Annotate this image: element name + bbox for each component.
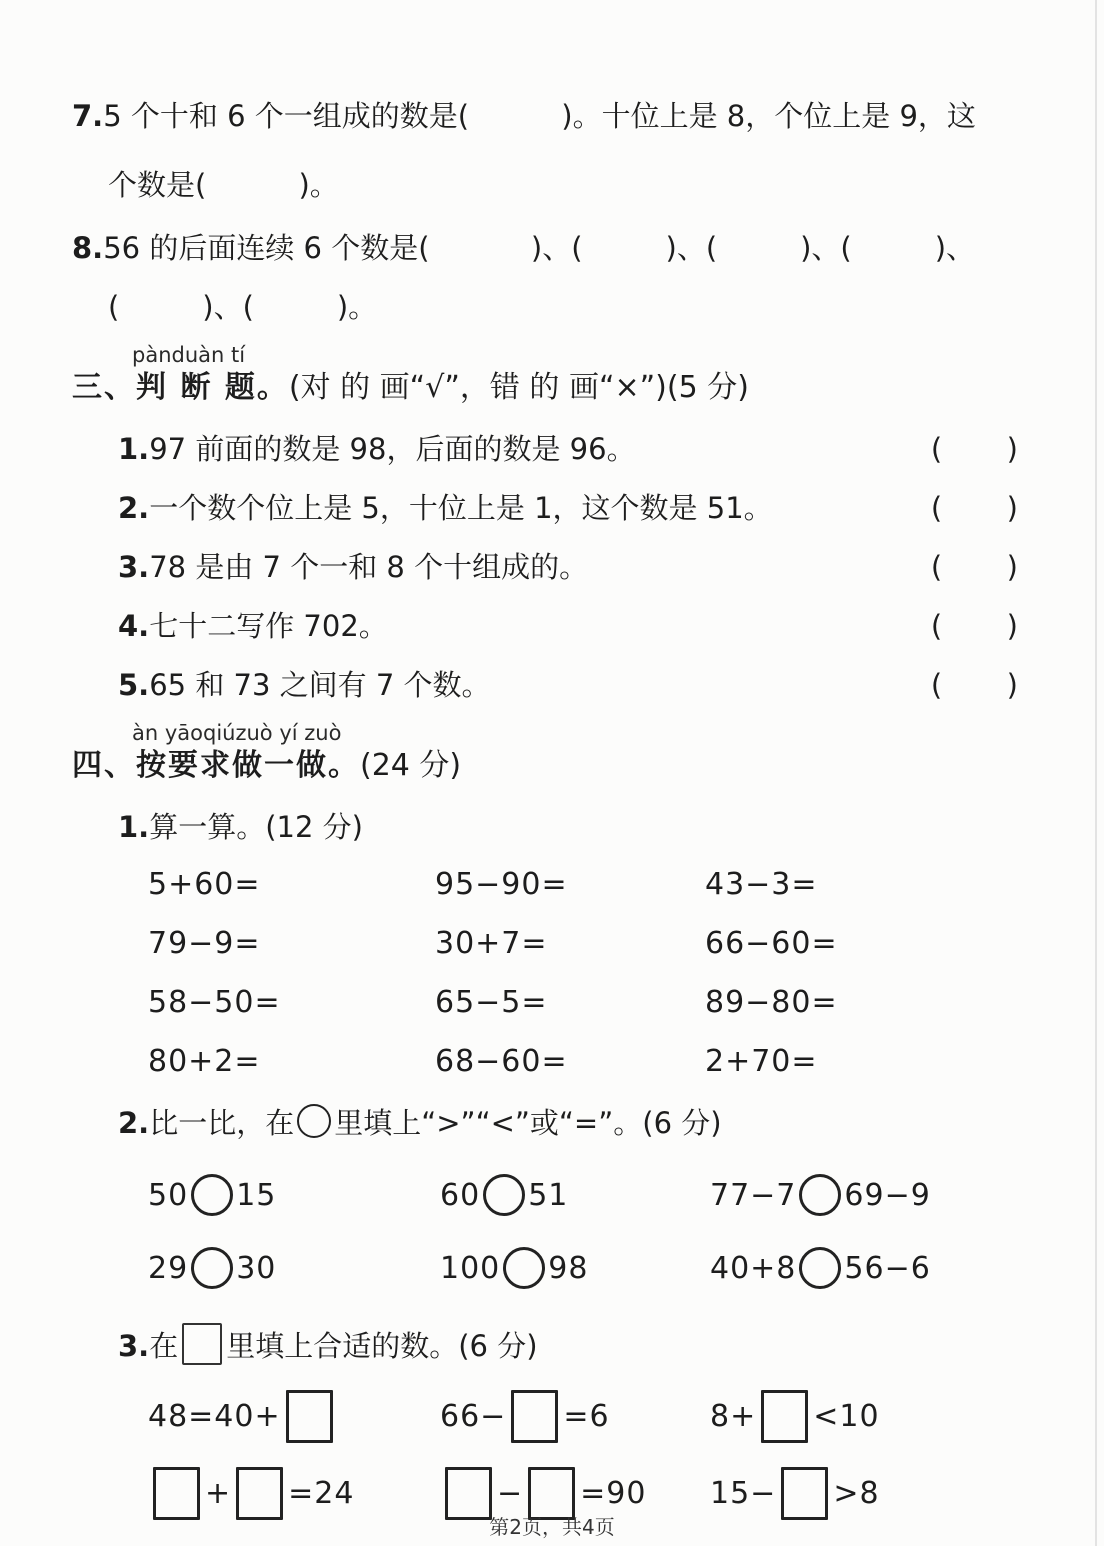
calc-expression[interactable]: 30+7= (435, 926, 548, 961)
compare-right: 30 (236, 1250, 277, 1286)
judge-item-3 (118, 551, 1018, 584)
compare-circle[interactable] (799, 1174, 841, 1216)
section-4-pinyin: àn yāoqiúzuò yí zuò (132, 721, 342, 745)
fill-text: >8 (833, 1476, 880, 1511)
compare-right: 56−6 (844, 1250, 931, 1286)
section-3-header (72, 371, 1018, 405)
section-3-note: (对 的 画“√”，错 的 画“×”)(5 分) (288, 370, 749, 405)
compare-left: 100 (440, 1250, 501, 1286)
calc-note: (12 分) (265, 810, 363, 844)
calc-grid (148, 868, 1018, 1078)
fill-text: 8+ (710, 1399, 757, 1434)
judge-item-3-text: 3.78 是由 7 个一和 8 个十组成的。 (118, 550, 589, 584)
fill-text: <10 (813, 1399, 880, 1434)
judge-item-1-text: 1.97 前面的数是 98，后面的数是 96。 (118, 432, 636, 466)
question-7-text: 5 个十和 6 个一组成的数是( )。十位上是 8，个位上是 9，这 (103, 99, 976, 133)
compare-item (148, 1247, 440, 1289)
question-7-line-1 (72, 100, 1018, 133)
circle-icon (297, 1104, 331, 1138)
question-7-text-2: 个数是( )。 (108, 168, 339, 202)
judge-item-2 (118, 492, 1018, 525)
fill-item (148, 1390, 440, 1443)
question-7-line-2 (72, 169, 1018, 202)
fill-text: 48=40+ (148, 1399, 281, 1434)
question-8-text-2: ( )、( )。 (108, 290, 378, 324)
fill-text: =90 (580, 1476, 647, 1511)
fill-text: − (497, 1476, 524, 1511)
calc-expression[interactable]: 5+60= (148, 867, 261, 902)
judge-item-5-answer-blank[interactable]: ( ) (930, 668, 1018, 702)
calc-expression[interactable]: 89−80= (705, 985, 838, 1020)
fill-title-post: 里填上合适的数。(6 分) (226, 1329, 538, 1363)
compare-left: 40+8 (710, 1250, 797, 1286)
compare-title-post: 里填上“>”“<”或“=”。(6 分) (334, 1106, 722, 1140)
calc-number: 1. (118, 810, 150, 844)
judge-item-5 (118, 669, 1018, 702)
answer-box[interactable] (761, 1390, 808, 1443)
fill-grid (148, 1390, 1018, 1520)
compare-item (710, 1247, 1018, 1289)
judge-item-4 (118, 610, 1018, 643)
judge-item-5-text: 5.65 和 73 之间有 7 个数。 (118, 668, 491, 702)
question-7 (72, 100, 1018, 202)
question-8 (72, 232, 1018, 324)
compare-grid (148, 1174, 1018, 1289)
calc-expression[interactable]: 65−5= (435, 985, 548, 1020)
calc-expression[interactable]: 2+70= (705, 1044, 818, 1079)
compare-item (710, 1174, 1018, 1216)
compare-circle[interactable] (191, 1247, 233, 1289)
fill-text: 15− (710, 1476, 777, 1511)
fill-title-pre: 在 (149, 1329, 179, 1363)
judge-item-4-text: 4.七十二写作 702。 (118, 609, 388, 643)
question-8-line-1 (72, 232, 1018, 265)
calc-header (118, 811, 1018, 844)
calc-expression[interactable]: 58−50= (148, 985, 281, 1020)
compare-item (148, 1174, 440, 1216)
compare-header (118, 1104, 1018, 1140)
compare-circle[interactable] (503, 1247, 545, 1289)
fill-text: =24 (288, 1476, 355, 1511)
compare-number: 2. (118, 1106, 150, 1140)
fill-item (710, 1390, 1018, 1443)
compare-left: 77−7 (710, 1177, 797, 1213)
judge-item-2-answer-blank[interactable]: ( ) (930, 491, 1018, 525)
fill-item (440, 1390, 710, 1443)
fill-text: + (205, 1476, 232, 1511)
compare-item (440, 1247, 710, 1289)
section-4-note: (24 分) (360, 748, 462, 783)
compare-right: 15 (236, 1177, 277, 1213)
question-8-line-2 (72, 291, 1018, 324)
judge-item-2-text: 2.一个数个位上是 5，十位上是 1，这个数是 51。 (118, 491, 773, 525)
compare-right: 69−9 (844, 1177, 931, 1213)
answer-box[interactable] (286, 1390, 333, 1443)
section-3-pinyin: pànduàn tí (132, 343, 246, 367)
calc-expression[interactable]: 68−60= (435, 1044, 568, 1079)
section-4-title: 四、按要求做一做。 (72, 748, 360, 783)
compare-circle[interactable] (483, 1174, 525, 1216)
calc-expression[interactable]: 66−60= (705, 926, 838, 961)
square-icon (182, 1323, 222, 1365)
fill-header (118, 1323, 1018, 1368)
fill-number: 3. (118, 1329, 150, 1363)
compare-title-pre: 比一比，在 (149, 1106, 295, 1140)
question-8-number: 8. (72, 231, 104, 265)
compare-left: 60 (440, 1177, 481, 1213)
judge-item-3-answer-blank[interactable]: ( ) (930, 550, 1018, 584)
question-8-text: 56 的后面连续 6 个数是( )、( )、( )、( )、 (103, 231, 976, 265)
calc-title: 算一算。 (149, 810, 266, 844)
compare-left: 50 (148, 1177, 189, 1213)
calc-expression[interactable]: 95−90= (435, 867, 568, 902)
section-3-title: 三、判 断 题。 (72, 370, 289, 405)
compare-circle[interactable] (799, 1247, 841, 1289)
section-4-header (72, 749, 1018, 783)
judge-item-1-answer-blank[interactable]: ( ) (930, 432, 1018, 466)
page-footer: 第2页，共4页 (489, 1515, 615, 1539)
fill-text: 66− (440, 1399, 507, 1434)
compare-circle[interactable] (191, 1174, 233, 1216)
judge-item-1 (118, 433, 1018, 466)
compare-right: 98 (548, 1250, 589, 1286)
judge-item-4-answer-blank[interactable]: ( ) (930, 609, 1018, 643)
question-7-number: 7. (72, 99, 104, 133)
compare-right: 51 (528, 1177, 569, 1213)
calc-expression[interactable]: 80+2= (148, 1044, 261, 1079)
compare-item (440, 1174, 710, 1216)
answer-box[interactable] (511, 1390, 558, 1443)
calc-expression[interactable]: 43−3= (705, 867, 818, 902)
calc-expression[interactable]: 79−9= (148, 926, 261, 961)
fill-text: =6 (563, 1399, 610, 1434)
compare-left: 29 (148, 1250, 189, 1286)
